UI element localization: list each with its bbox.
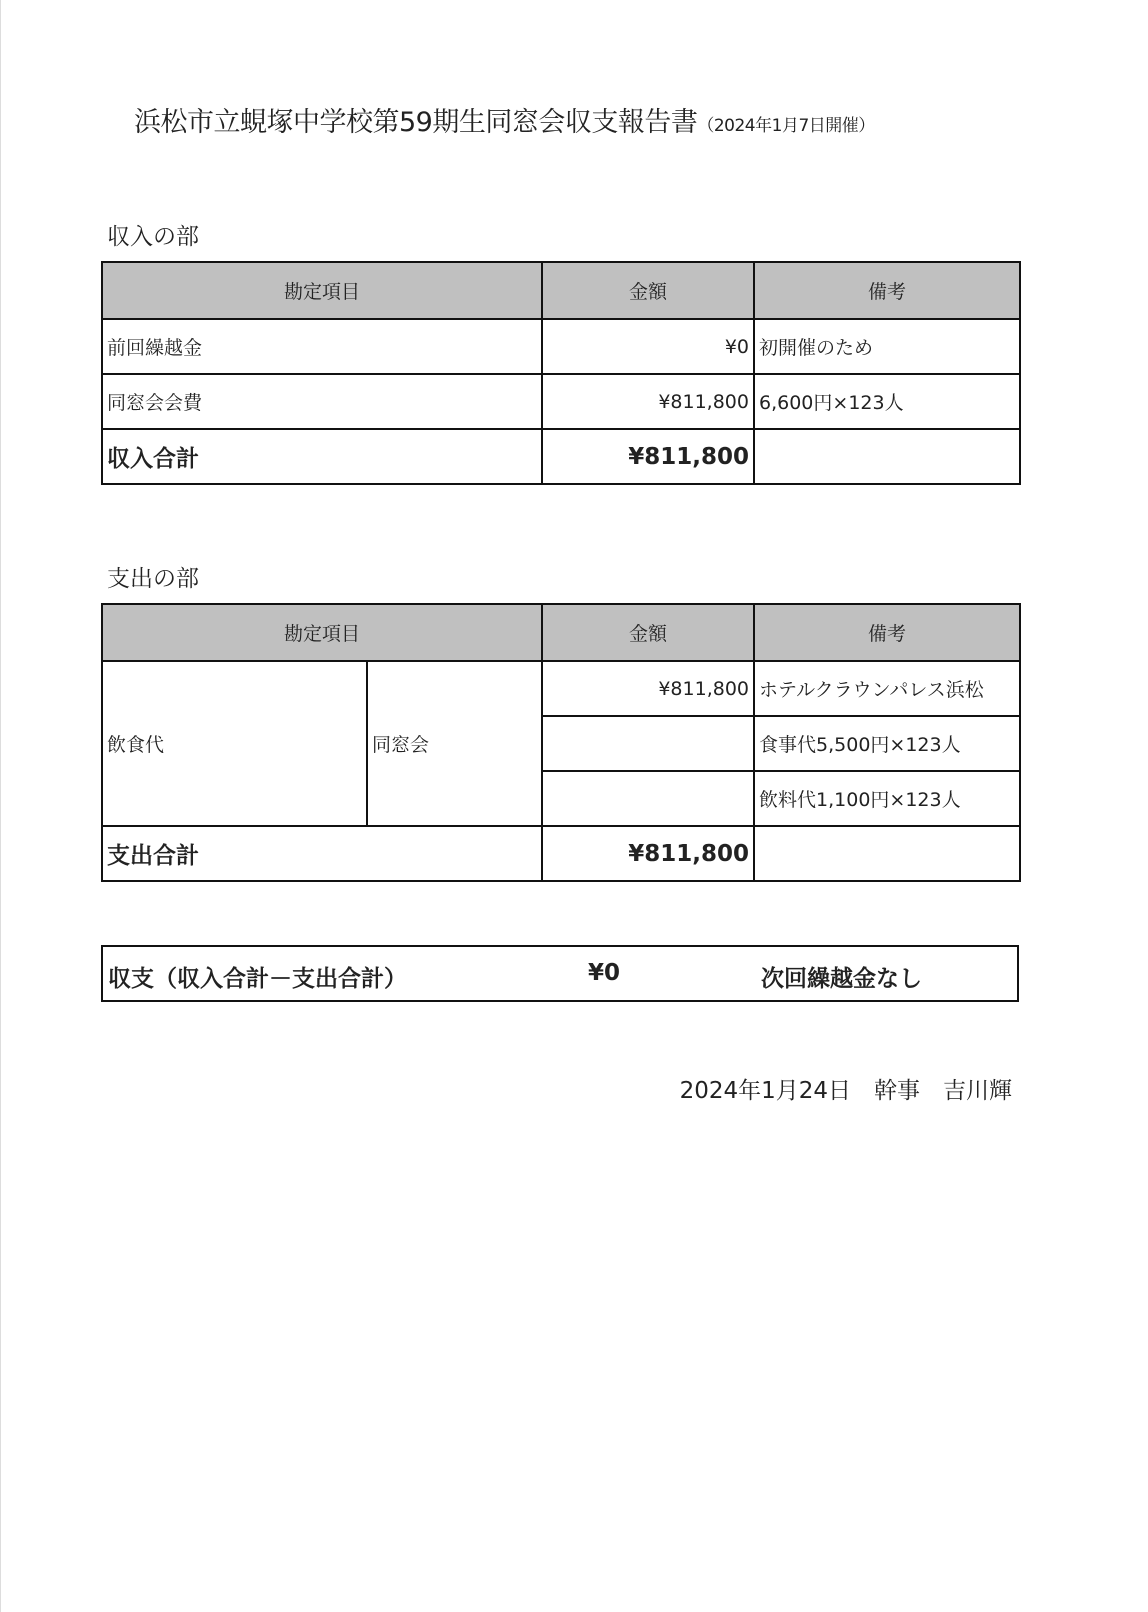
note-cell: 飲料代1,100円×123人 — [754, 771, 1020, 826]
total-amount: ¥811,800 — [542, 826, 754, 881]
signature-date: 2024年1月24日 — [679, 1078, 851, 1104]
signature-role: 幹事 — [874, 1078, 920, 1104]
amount-cell: ¥811,800 — [542, 661, 754, 716]
total-label: 収入合計 — [102, 429, 542, 484]
balance-box — [101, 945, 1019, 1002]
expense-table — [101, 603, 1021, 882]
header-amount: 金額 — [542, 262, 754, 319]
header-note: 備考 — [754, 262, 1020, 319]
amount-cell — [542, 771, 754, 826]
balance-note: 次回繰越金なし — [761, 966, 922, 992]
total-label: 支出合計 — [102, 826, 542, 881]
item-cell: 同窓会会費 — [102, 374, 542, 429]
table-row — [102, 374, 1020, 429]
balance-amount: ¥0 — [587, 960, 620, 986]
amount-cell: ¥0 — [542, 319, 754, 374]
note-cell: 初開催のため — [754, 319, 1020, 374]
amount-cell — [542, 716, 754, 771]
header-note: 備考 — [754, 604, 1020, 661]
signature-name: 吉川輝 — [943, 1078, 1012, 1104]
item-cell: 前回繰越金 — [102, 319, 542, 374]
report-title — [134, 100, 875, 139]
note-cell: ホテルクラウンパレス浜松 — [754, 661, 1020, 716]
note-cell — [754, 429, 1020, 484]
note-cell — [754, 826, 1020, 881]
income-table — [101, 261, 1021, 485]
title-text: 浜松市立蜆塚中学校第59期生同窓会収支報告書 — [134, 107, 698, 138]
note-cell: 6,600円×123人 — [754, 374, 1020, 429]
signature — [680, 1072, 1012, 1105]
amount-cell: ¥811,800 — [542, 374, 754, 429]
total-row — [102, 429, 1020, 484]
total-row — [102, 826, 1020, 881]
header-item: 勘定項目 — [102, 604, 542, 661]
header-amount: 金額 — [542, 604, 754, 661]
balance-label: 収支（収入合計－支出合計） — [108, 966, 407, 992]
table-row — [102, 319, 1020, 374]
table-header — [102, 604, 1020, 661]
total-amount: ¥811,800 — [542, 429, 754, 484]
sub-item-cell: 同窓会 — [367, 661, 542, 826]
item-cell: 飲食代 — [102, 661, 367, 826]
expense-heading: 支出の部 — [107, 566, 199, 592]
table-row — [102, 661, 1020, 716]
note-cell: 食事代5,500円×123人 — [754, 716, 1020, 771]
income-heading: 収入の部 — [107, 224, 199, 250]
title-note: （2024年1月7日開催） — [697, 116, 875, 136]
table-header — [102, 262, 1020, 319]
header-item: 勘定項目 — [102, 262, 542, 319]
